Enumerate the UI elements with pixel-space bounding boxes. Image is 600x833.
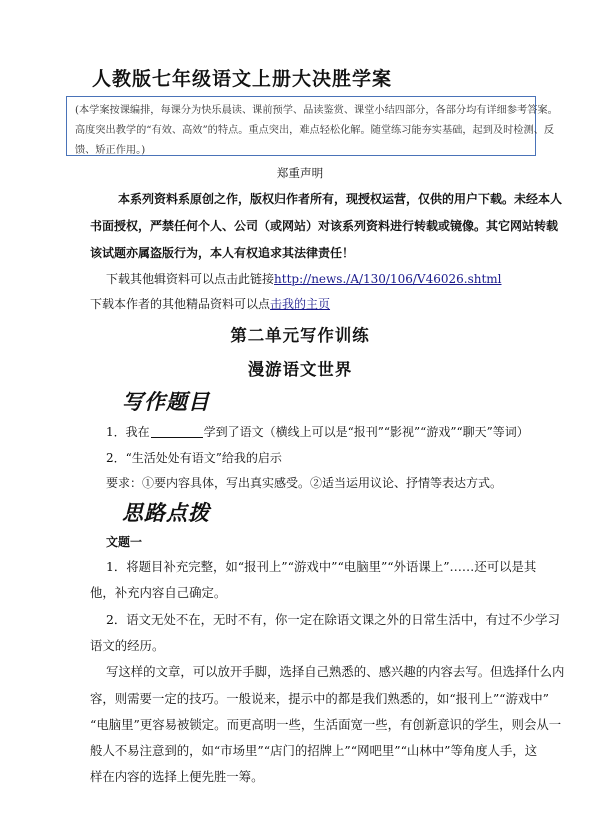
statement-line: 本系列资料系原创之作，版权归作者所有，现授权运营，仅供的用户下载。未经本人 [118, 192, 563, 206]
author-line [90, 295, 330, 312]
statement-line: 书面授权，严禁任何个人、公司（或网站）对该系列资料进行转载或镜像。其它网站转载 [90, 219, 559, 233]
section-heading-writing-topic: 写作题目 [122, 389, 210, 414]
author-homepage-link[interactable]: 击我的主页 [270, 297, 331, 311]
intro-box [66, 96, 558, 156]
body-line: 2．语文无处不在，无时不有，你一定在除语文课之外的日常生活中，有过不少学习 [106, 612, 560, 627]
statement-title: 郑重声明 [276, 166, 324, 180]
topic-1 [106, 423, 529, 440]
intro-line: (本学案按课编排，每课分为快乐晨读、课前预学、品读鉴赏、课堂小结四部分，各部分均有详细参考答案。 [75, 105, 558, 116]
body-line: 他，补充内容自己确定。 [90, 585, 227, 600]
intro-line: 高度突出教学的“有效、高效”的特点。重点突出，难点轻松化解。随堂练习能夯实基础，起到及时检测、反 [75, 125, 555, 136]
section-heading-approach: 思路点拨 [122, 500, 210, 525]
topic-2: 2．“生活处处有语文”给我的启示 [106, 451, 282, 465]
body-line: “电脑里”更容易被锁定。而更高明一些，生活面宽一些，有创新意识的学生，则会从一 [90, 717, 562, 732]
download-prefix: 下载其他辑资料可以点击此链接 [106, 272, 275, 286]
requirement: 要求：①要内容具体，写出真实感受。②适当运用议论、抒情等表达方式。 [106, 476, 503, 490]
unit-title: 第二单元写作训练 [230, 326, 370, 345]
unit-subtitle: 漫游语文世界 [247, 360, 353, 379]
body-line: 样在内容的选择上便先胜一筹。 [90, 769, 264, 784]
download-link[interactable]: http://news./A/130/106/V46026.shtml [274, 272, 502, 286]
topic-1-prefix: 1．我在 [106, 425, 150, 439]
topic-1-suffix: 学到了语文（横线上可以是“报刊”“影视”“游戏”“聊天”等词） [203, 425, 529, 439]
fill-in-blank [151, 425, 203, 438]
statement-line: 该试题亦属盗版行为，本人有权追求其法律责任！ [90, 246, 355, 260]
author-prefix: 下载本作者的其他精品资料可以点 [90, 297, 271, 311]
subtopic-label: 文题一 [106, 535, 143, 549]
body-line: 写这样的文章，可以放开手脚，选择自己熟悉的、感兴趣的内容去写。但选择什么内 [106, 664, 565, 679]
document-title: 人教版七年级语文上册大决胜学案 [92, 68, 393, 90]
intro-line: 馈、矫正作用。) [75, 145, 146, 156]
download-line [106, 270, 502, 287]
body-line: 般人不易注意到的，如“市场里”“店门的招牌上”“网吧里”“山林中”等角度人手，这 [90, 743, 538, 758]
body-line: 容，则需要一定的技巧。一般说来，提示中的都是我们熟悉的，如“报刊上”“游戏中” [90, 691, 550, 706]
body-line: 1．将题目补充完整，如“报刊上”“游戏中”“电脑里”“外语课上”……还可以是其 [106, 559, 537, 574]
body-line: 语文的经历。 [90, 638, 165, 653]
